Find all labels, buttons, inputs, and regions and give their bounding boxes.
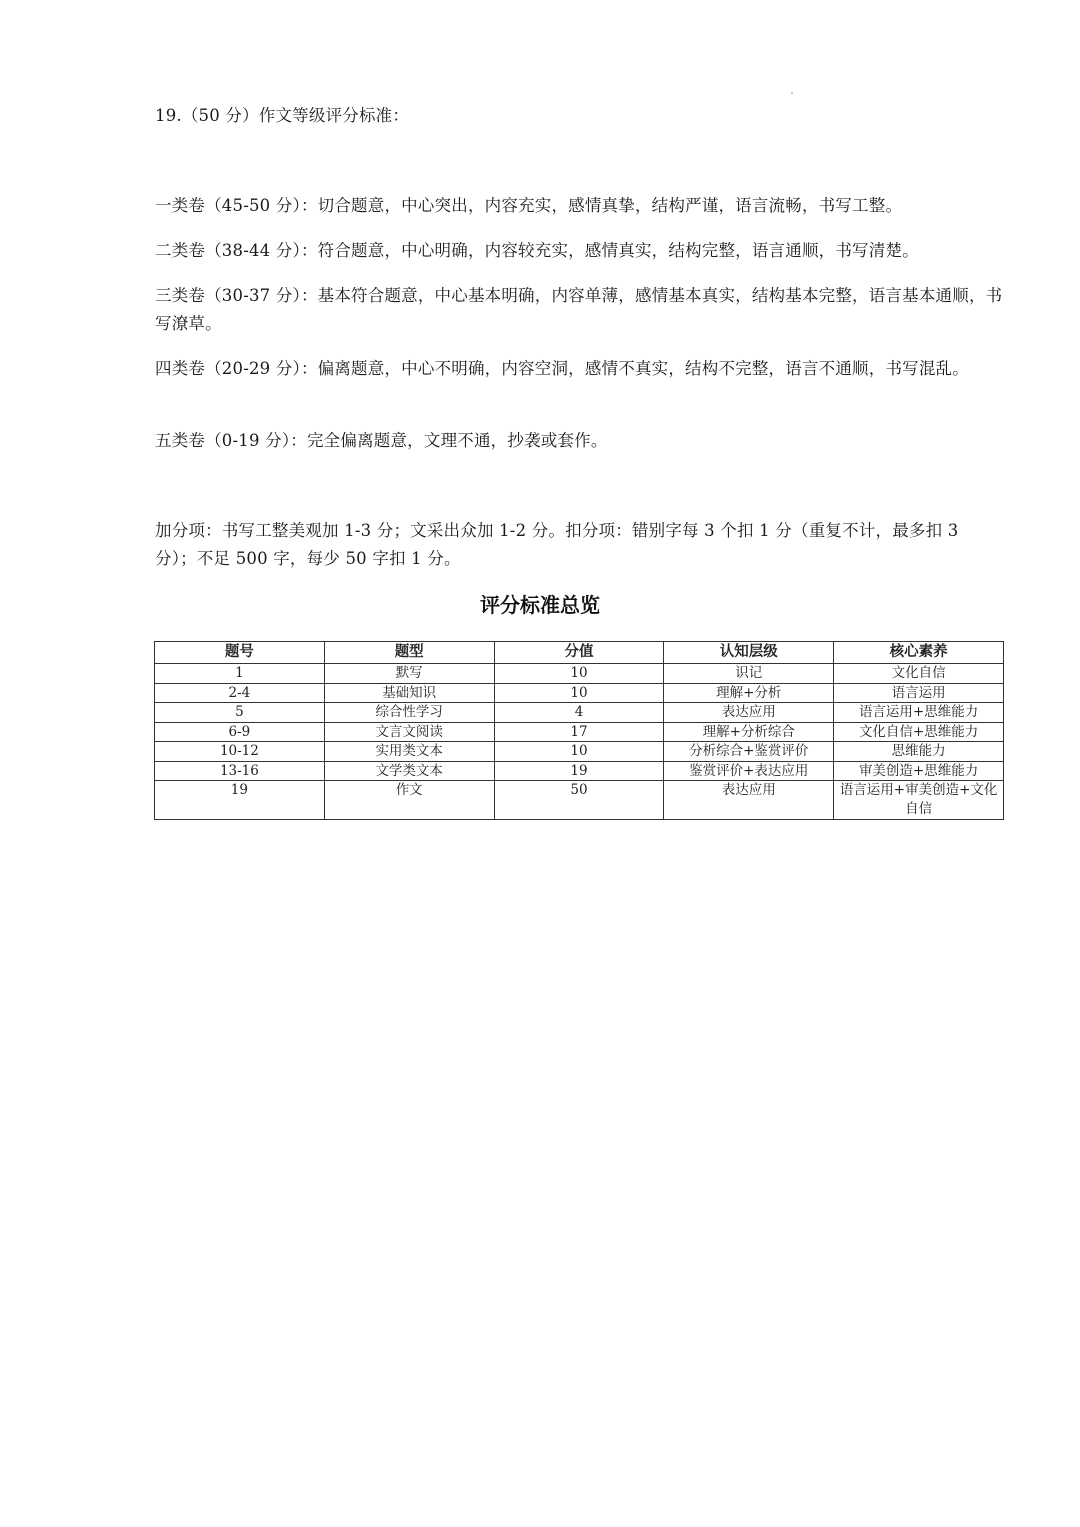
cell-question-type: 综合性学习 <box>324 703 494 723</box>
cell-question-number: 10-12 <box>155 742 325 762</box>
cell-core-literacy: 文化自信+思维能力 <box>834 722 1004 742</box>
cell-question-type: 实用类文本 <box>324 742 494 762</box>
cell-core-literacy: 审美创造+思维能力 <box>834 761 1004 781</box>
cell-question-number: 13-16 <box>155 761 325 781</box>
table-title: 评分标准总览 <box>480 593 600 617</box>
level-2-criteria: 二类卷（38-44 分）：符合题意，中心明确，内容较充实，感情真实，结构完整，语言通顺，书写清楚。 <box>155 241 919 260</box>
header-core-literacy: 核心素养 <box>834 642 1004 664</box>
cell-question-number: 2-4 <box>155 683 325 703</box>
cell-question-number: 1 <box>155 664 325 684</box>
header-question-number: 题号 <box>155 642 325 664</box>
cell-question-number: 6-9 <box>155 722 325 742</box>
header-question-type: 题型 <box>324 642 494 664</box>
level-4-criteria: 四类卷（20-29 分）：偏离题意，中心不明确，内容空洞，感情不真实，结构不完整，语言不通顺，书写混乱。 <box>155 359 969 378</box>
cell-question-number: 19 <box>155 781 325 820</box>
cell-points: 10 <box>494 683 664 703</box>
cell-core-literacy: 语言运用+思维能力 <box>834 703 1004 723</box>
table-row <box>155 761 1004 781</box>
cell-cognitive-level: 表达应用 <box>664 703 834 723</box>
cell-cognitive-level: 理解+分析 <box>664 683 834 703</box>
cell-cognitive-level: 表达应用 <box>664 781 834 820</box>
cell-points: 50 <box>494 781 664 820</box>
level-1-criteria: 一类卷（45-50 分）：切合题意，中心突出，内容充实，感情真挚，结构严谨，语言流畅，书写工整。 <box>155 196 903 215</box>
header-cognitive-level: 认知层级 <box>664 642 834 664</box>
cell-points: 10 <box>494 664 664 684</box>
table-row <box>155 742 1004 762</box>
cell-cognitive-level: 分析综合+鉴赏评价 <box>664 742 834 762</box>
cell-core-literacy: 思维能力 <box>834 742 1004 762</box>
cell-question-type: 作文 <box>324 781 494 820</box>
cell-question-type: 文言文阅读 <box>324 722 494 742</box>
cell-question-number: 5 <box>155 703 325 723</box>
cell-question-type: 文学类文本 <box>324 761 494 781</box>
cell-points: 4 <box>494 703 664 723</box>
cell-core-literacy: 语言运用+审美创造+文化自信 <box>834 781 1004 820</box>
level-5-criteria: 五类卷（0-19 分）：完全偏离题意，文理不通，抄袭或套作。 <box>155 431 608 450</box>
cell-points: 10 <box>494 742 664 762</box>
cell-question-type: 基础知识 <box>324 683 494 703</box>
table-row <box>155 703 1004 723</box>
cell-cognitive-level: 识记 <box>664 664 834 684</box>
cell-question-type: 默写 <box>324 664 494 684</box>
scan-speck <box>791 92 793 94</box>
table-header-row <box>155 642 1004 664</box>
bonus-deduction-rules: 加分项：书写工整美观加 1-3 分；文采出众加 1-2 分。扣分项：错别字每 3 个扣 1 分（重复不计，最多扣 3 分）；不足 500 字，每少 50 字扣 1 分。 <box>155 521 959 568</box>
cell-points: 19 <box>494 761 664 781</box>
header-points: 分值 <box>494 642 664 664</box>
cell-core-literacy: 语言运用 <box>834 683 1004 703</box>
cell-cognitive-level: 理解+分析综合 <box>664 722 834 742</box>
scoring-summary-table <box>154 641 1004 820</box>
cell-core-literacy: 文化自信 <box>834 664 1004 684</box>
cell-points: 17 <box>494 722 664 742</box>
table-row <box>155 722 1004 742</box>
table-row <box>155 683 1004 703</box>
table-row <box>155 664 1004 684</box>
essay-grading-heading: 19.（50 分）作文等级评分标准： <box>155 106 410 125</box>
level-3-criteria: 三类卷（30-37 分）：基本符合题意，中心基本明确，内容单薄，感情基本真实，结构基本完整，语言基本通顺，书写潦草。 <box>155 286 1003 333</box>
table-row <box>155 781 1004 820</box>
cell-cognitive-level: 鉴赏评价+表达应用 <box>664 761 834 781</box>
